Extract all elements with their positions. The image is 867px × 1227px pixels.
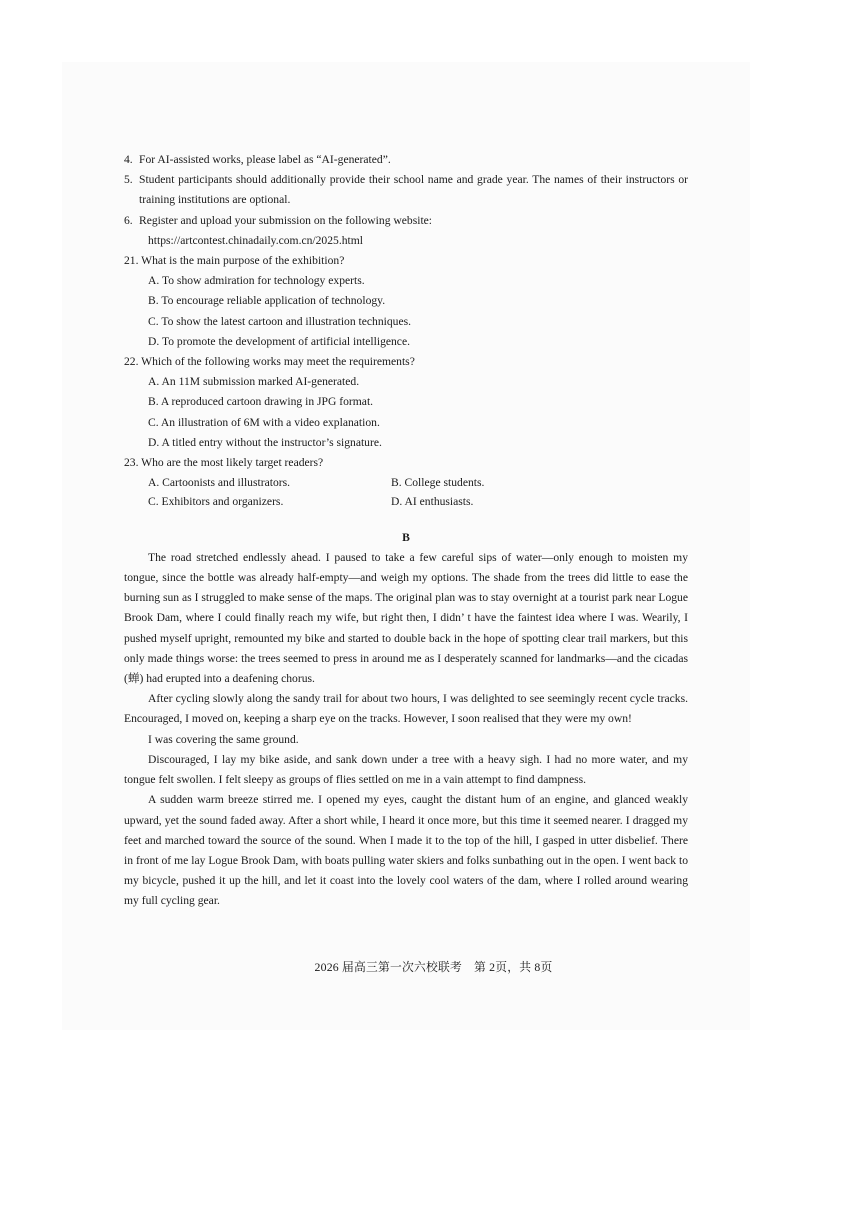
option-23a: A. Cartoonists and illustrators. xyxy=(148,476,291,490)
option-21b: B. To encourage reliable application of technology. xyxy=(148,294,386,308)
option-23d: D. AI enthusiasts. xyxy=(391,495,474,509)
option-23b: B. College students. xyxy=(391,476,485,490)
passage-paragraph: After cycling slowly along the sandy trail for about two hours, I was delighted to see seemingly recent cycle tracks. Encouraged, I moved on, keeping a sharp eye on the tracks. However, I soon realised that they were my own! xyxy=(124,692,688,726)
question-21: 21. What is the main purpose of the exhibition? xyxy=(124,254,345,268)
passage-paragraph: Discouraged, I lay my bike aside, and sank down under a tree with a heavy sigh. I had no more water, and my tongue felt swollen. I felt sleepy as groups of flies settled on me in a vain attempt to find dampness. xyxy=(124,752,688,787)
rule-text: For AI-assisted works, please label as “AI-generated”. xyxy=(139,153,391,166)
option-21a: A. To show admiration for technology experts. xyxy=(148,274,365,288)
option-22c: C. An illustration of 6M with a video explanation. xyxy=(148,415,380,429)
rule-item xyxy=(124,150,688,170)
rule-number: 4. xyxy=(124,153,133,166)
reading-passage xyxy=(124,548,688,912)
option-22d: D. A titled entry without the instructor’s signature. xyxy=(148,435,382,449)
option-22a: A. An 11M submission marked AI-generated. xyxy=(148,375,360,389)
option-21c: C. To show the latest cartoon and illustration techniques. xyxy=(148,314,412,328)
option-22b: B. A reproduced cartoon drawing in JPG format. xyxy=(148,395,374,409)
passage-paragraph: I was covering the same ground. xyxy=(148,732,299,746)
page-footer: 2026 届高三第一次六校联考 第 2页，共 8页 xyxy=(314,960,553,974)
page-content xyxy=(124,150,688,912)
question-22: 22. Which of the following works may meet the requirements? xyxy=(124,355,415,369)
options-row xyxy=(124,492,688,512)
rule-text: Register and upload your submission on the following website: xyxy=(139,213,433,227)
rule-number: 5. xyxy=(124,173,133,187)
rule-item xyxy=(124,211,688,231)
question-23: 23. Who are the most likely target readers? xyxy=(124,456,324,470)
website-url: https://artcontest.chinadaily.com.cn/2025.html xyxy=(148,233,363,247)
section-heading: B xyxy=(402,530,410,544)
rule-number: 6. xyxy=(124,213,133,227)
rule-text: Student participants should additionally provide their school name and grade year. The names of their instructors or training institutions are optional. xyxy=(139,173,688,207)
option-23c: C. Exhibitors and organizers. xyxy=(148,495,284,509)
passage-paragraph: The road stretched endlessly ahead. I paused to take a few careful sips of water—only enough to moisten my tongue, since the bottle was already half-empty—and weigh my options. The shade from the trees did little to ease the burning sun as I struggled to make sense of the maps. The original plan was to stay overnight at a tourist park near Logue Brook Dam, where I could finally reach my wife, but right then, I didn’ t have the faintest idea where I was. Wearily, I pushed myself upright, remounted my bike and started to double back in the hope of spotting clear trail markers, but this only made things worse: the trees seemed to press in around me as I desperately scanned for landmarks—and the cicadas (蝉) had erupted into a deafening chorus. xyxy=(124,550,688,686)
options-row xyxy=(124,473,688,493)
passage-paragraph: A sudden warm breeze stirred me. I opened my eyes, caught the distant hum of an engine, and glanced weakly upward, yet the sound faded away. After a short while, I heard it once more, but this time it seemed nearer. I dragged my feet and marched toward the source of the sound. When I made it to the top of the hill, I gasped in utter disbelief. There in front of me lay Logue Brook Dam, with boats pulling water skiers and folks sunbathing out in the open. I went back to my bicycle, pushed it up the hill, and let it coast into the lovely cool waters of the dam, where I rolled around wearing my full cycling gear. xyxy=(124,793,688,908)
option-21d: D. To promote the development of artificial intelligence. xyxy=(148,334,411,348)
rule-item xyxy=(124,170,688,210)
